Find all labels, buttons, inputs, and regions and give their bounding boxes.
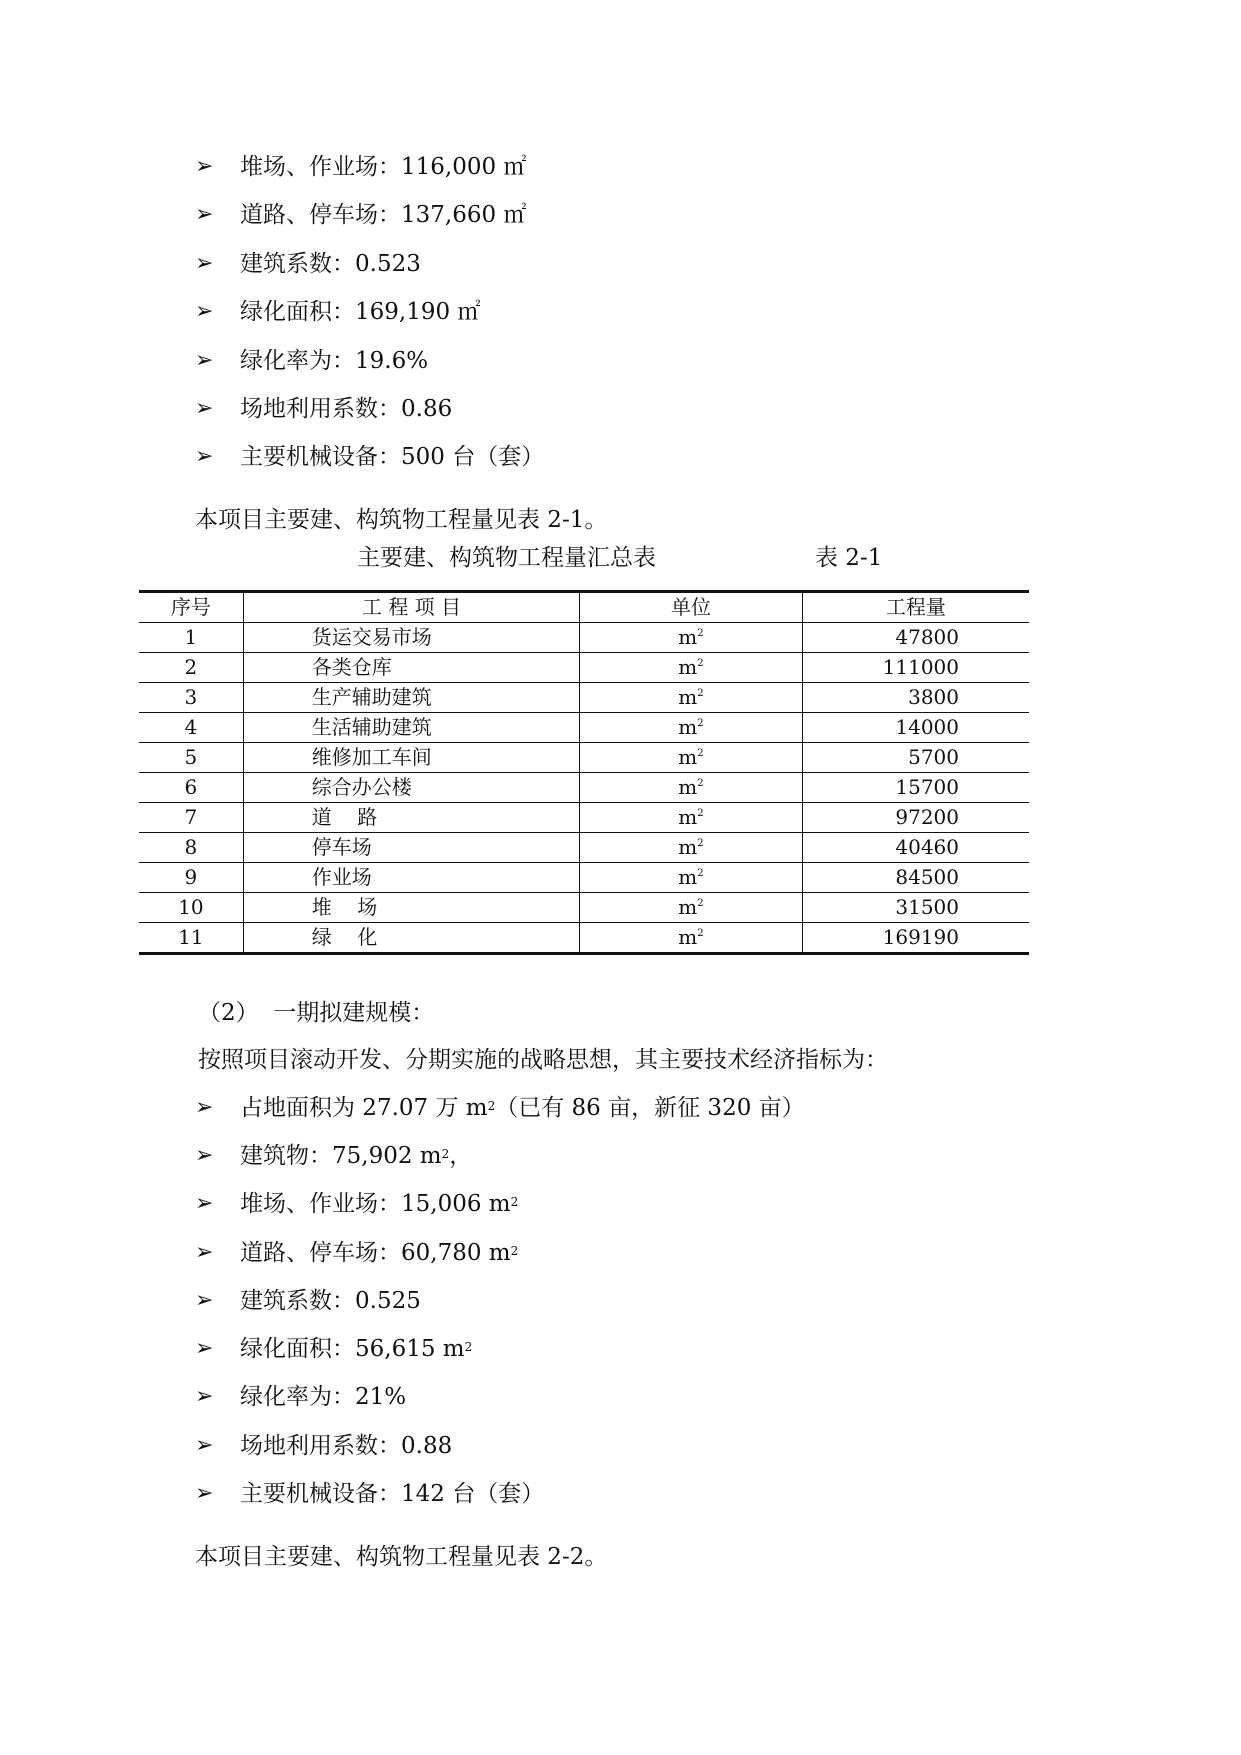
arrow-bullet-icon: ➢	[195, 202, 214, 227]
header-item: 工 程 项 目	[243, 592, 579, 623]
cell-item: 道 路	[243, 803, 579, 833]
list-item-text: 场地利用系数：0.88	[240, 1433, 453, 1459]
list-item-text: 绿化率为：19.6%	[240, 348, 429, 374]
arrow-bullet-icon: ➢	[195, 1288, 214, 1313]
list-item-text: 占地面积为 27.07 万 $m^2$（已有 86 亩，新征 320 亩）	[240, 1095, 805, 1121]
table-row	[139, 803, 1029, 833]
table-caption: 主要建、构筑物工程量汇总表	[357, 545, 656, 571]
list-item-text: 道路、停车场：137,660 ㎡	[240, 202, 527, 228]
cell-unit: $m^2$	[580, 683, 802, 713]
list-item-text: 道路、停车场：60,780 $m^2$	[240, 1240, 519, 1266]
cell-no: 9	[139, 863, 243, 893]
cell-unit: $m^2$	[580, 833, 802, 863]
cell-qty: 40460	[802, 833, 1029, 863]
list-item-text: 主要机械设备：142 台（套）	[240, 1481, 545, 1507]
cell-unit: $m^2$	[580, 803, 802, 833]
cell-no: 10	[139, 893, 243, 923]
table-row	[139, 683, 1029, 713]
cell-unit: $m^2$	[580, 713, 802, 743]
cell-item: 作业场	[243, 863, 579, 893]
cell-qty: 5700	[802, 743, 1029, 773]
cell-no: 3	[139, 683, 243, 713]
quantities-table	[139, 590, 1029, 955]
cell-qty: 111000	[802, 653, 1029, 683]
header-qty: 工程量	[802, 592, 1029, 623]
list-item-text: 建筑系数：0.523	[240, 251, 421, 277]
table-header-row	[139, 592, 1029, 623]
cell-item: 各类仓库	[243, 653, 579, 683]
cell-item: 货运交易市场	[243, 623, 579, 653]
arrow-bullet-icon: ➢	[195, 1336, 214, 1361]
cell-unit: $m^2$	[580, 773, 802, 803]
cell-item: 停车场	[243, 833, 579, 863]
arrow-bullet-icon: ➢	[195, 348, 214, 373]
table-row	[139, 833, 1029, 863]
list-item-text: 绿化面积：56,615 $m^2$	[240, 1336, 473, 1362]
section-intro: 按照项目滚动开发、分期实施的战略思想，其主要技术经济指标为：	[198, 1047, 888, 1073]
list-item-text: 绿化面积：169,190 ㎡	[240, 299, 481, 325]
cell-unit: $m^2$	[580, 623, 802, 653]
cell-qty: 97200	[802, 803, 1029, 833]
cell-no: 8	[139, 833, 243, 863]
cell-qty: 15700	[802, 773, 1029, 803]
table-row	[139, 743, 1029, 773]
cell-item: 堆 场	[243, 893, 579, 923]
cell-item: 综合办公楼	[243, 773, 579, 803]
cell-qty: 84500	[802, 863, 1029, 893]
table-row	[139, 773, 1029, 803]
header-no: 序号	[139, 592, 243, 623]
table-row	[139, 623, 1029, 653]
list-item-text: 主要机械设备：500 台（套）	[240, 444, 545, 470]
arrow-bullet-icon: ➢	[195, 396, 214, 421]
arrow-bullet-icon: ➢	[195, 1433, 214, 1458]
table-label: 表 2-1	[815, 545, 883, 571]
arrow-bullet-icon: ➢	[195, 1384, 214, 1409]
arrow-bullet-icon: ➢	[195, 1143, 214, 1168]
arrow-bullet-icon: ➢	[195, 1191, 214, 1216]
cell-unit: $m^2$	[580, 923, 802, 954]
cell-no: 1	[139, 623, 243, 653]
arrow-bullet-icon: ➢	[195, 299, 214, 324]
list-item-text: 堆场、作业场：116,000 ㎡	[240, 154, 527, 180]
cell-no: 6	[139, 773, 243, 803]
cell-qty: 31500	[802, 893, 1029, 923]
cell-qty: 3800	[802, 683, 1029, 713]
cell-item: 绿 化	[243, 923, 579, 954]
list-item-text: 建筑物：75,902 $m^2$，	[240, 1143, 473, 1169]
header-unit: 单位	[580, 592, 802, 623]
cell-item: 维修加工车间	[243, 743, 579, 773]
cell-unit: $m^2$	[580, 863, 802, 893]
section-heading: （2） 一期拟建规模：	[198, 1000, 435, 1026]
cell-item: 生活辅助建筑	[243, 713, 579, 743]
arrow-bullet-icon: ➢	[195, 1240, 214, 1265]
cell-item: 生产辅助建筑	[243, 683, 579, 713]
cell-qty: 47800	[802, 623, 1029, 653]
cell-no: 2	[139, 653, 243, 683]
cell-qty: 169190	[802, 923, 1029, 954]
table-row	[139, 893, 1029, 923]
paragraph: 本项目主要建、构筑物工程量见表 2-1。	[195, 507, 608, 533]
arrow-bullet-icon: ➢	[195, 154, 214, 179]
cell-unit: $m^2$	[580, 653, 802, 683]
cell-no: 11	[139, 923, 243, 954]
table-row	[139, 713, 1029, 743]
arrow-bullet-icon: ➢	[195, 251, 214, 276]
cell-no: 7	[139, 803, 243, 833]
list-item-text: 建筑系数：0.525	[240, 1288, 421, 1314]
arrow-bullet-icon: ➢	[195, 1095, 214, 1120]
arrow-bullet-icon: ➢	[195, 444, 214, 469]
list-item-text: 绿化率为：21%	[240, 1384, 407, 1410]
cell-unit: $m^2$	[580, 893, 802, 923]
paragraph: 本项目主要建、构筑物工程量见表 2-2。	[195, 1544, 608, 1570]
table-row	[139, 923, 1029, 954]
list-item-text: 堆场、作业场：15,006 $m^2$	[240, 1191, 519, 1217]
list-item-text: 场地利用系数：0.86	[240, 396, 453, 422]
table-row	[139, 863, 1029, 893]
table-row	[139, 653, 1029, 683]
cell-no: 4	[139, 713, 243, 743]
arrow-bullet-icon: ➢	[195, 1481, 214, 1506]
cell-no: 5	[139, 743, 243, 773]
cell-unit: $m^2$	[580, 743, 802, 773]
cell-qty: 14000	[802, 713, 1029, 743]
